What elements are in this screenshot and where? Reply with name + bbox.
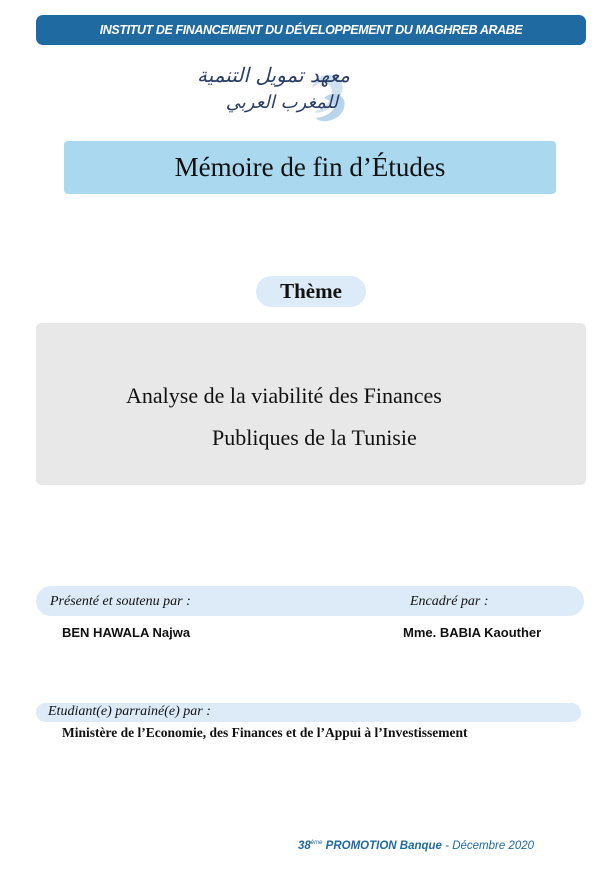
logo-arabic-line1: معهد تمويل التنمية xyxy=(196,63,350,87)
promotion-footer xyxy=(298,840,534,852)
sponsor-value: Ministère de l’Economie, des Finances et de l’Appui à l’Investissement xyxy=(62,725,468,740)
ifid-logo xyxy=(196,50,390,132)
presented-label: Présenté et soutenu par : xyxy=(50,594,191,609)
subject-line-1: Analyse de la viabilité des Finances xyxy=(126,383,442,408)
logo-arabic-line2: للمغرب العربي xyxy=(225,92,338,113)
institute-banner: INSTITUT DE FINANCEMENT DU DÉVELOPPEMENT DU MAGHREB ARABE xyxy=(36,15,586,45)
supervisor-name: Mme. BABIA Kaouther xyxy=(403,625,542,640)
promo-text: PROMOTION Banque xyxy=(325,840,442,852)
promo-suffix: ème xyxy=(310,840,323,847)
promo-separator: - xyxy=(445,840,453,852)
supervised-label: Encadré par : xyxy=(410,594,489,609)
promo-number: 38 xyxy=(298,840,311,852)
sponsor-label: Etudiant(e) parrainé(e) par : xyxy=(48,704,211,719)
subject-line-2: Publiques de la Tunisie xyxy=(212,425,417,450)
student-name: BEN HAWALA Najwa xyxy=(62,625,191,640)
document-title: Mémoire de fin d’Études xyxy=(64,141,556,194)
theme-label: Thème xyxy=(256,276,366,307)
promo-date: Décembre 2020 xyxy=(452,840,535,852)
